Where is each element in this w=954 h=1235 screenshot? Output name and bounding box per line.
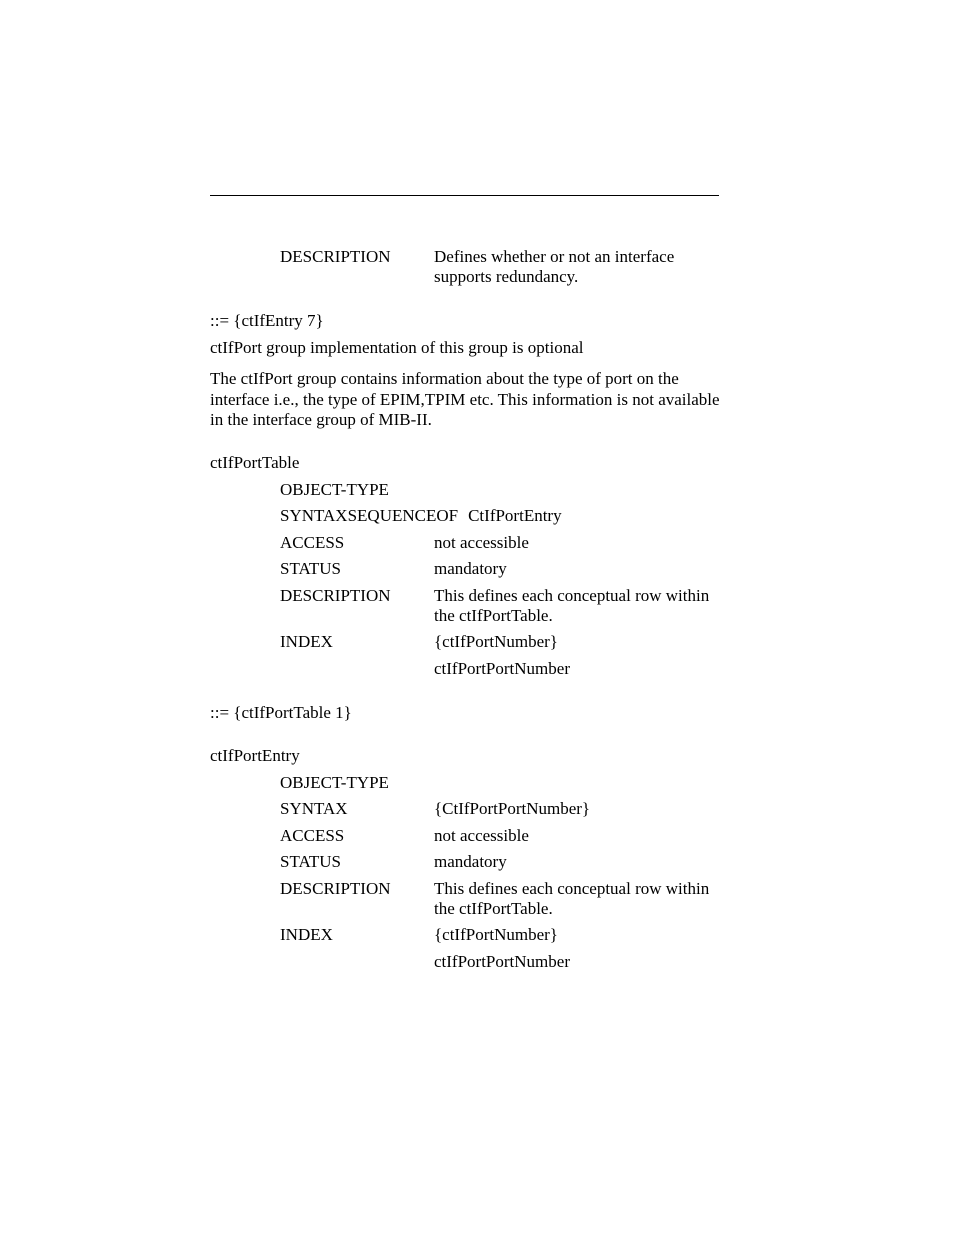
entry-syntax-label: SYNTAX bbox=[280, 799, 348, 818]
table-access-label: ACCESS bbox=[280, 533, 345, 552]
block1-description-text: Defines whether or not an interface supports redundancy. bbox=[434, 247, 675, 286]
table-access-value: not accessible bbox=[434, 533, 529, 552]
table-syntax-value: CtIfPortEntry bbox=[468, 506, 562, 525]
table-description-label: DESCRIPTION bbox=[280, 586, 391, 605]
entry-object-type: OBJECT-TYPE bbox=[280, 773, 389, 792]
table-index-value: {ctIfPortNumber} bbox=[434, 632, 558, 651]
table-status-value: mandatory bbox=[434, 559, 507, 578]
entry-index-extra: ctIfPortPortNumber bbox=[434, 952, 570, 971]
table-syntax-row bbox=[280, 506, 562, 526]
entry-access-value: not accessible bbox=[434, 826, 529, 845]
table-assign: ::= {ctIfPortTable 1} bbox=[210, 703, 352, 722]
table-name: ctIfPortTable bbox=[210, 453, 300, 472]
table-object-type: OBJECT-TYPE bbox=[280, 480, 389, 499]
group-heading: ctIfPort group implementation of this group is optional bbox=[210, 338, 584, 357]
header-rule bbox=[210, 195, 719, 196]
table-description-text: This defines each conceptual row within the ctIfPortTable. bbox=[434, 586, 710, 625]
entry-syntax-value: {CtIfPortPortNumber} bbox=[434, 799, 591, 818]
entry-status-value: mandatory bbox=[434, 852, 507, 871]
block1-assign: ::= {ctIfEntry 7} bbox=[210, 311, 324, 330]
entry-description-text: This defines each conceptual row within the ctIfPortTable. bbox=[434, 879, 710, 918]
block1-description-label: DESCRIPTION bbox=[280, 247, 391, 266]
entry-status-label: STATUS bbox=[280, 852, 341, 871]
group-paragraph: The ctIfPort group contains information about the type of port on the interface i.e., the type of EPIM,TPIM etc. This information is not available in the interface group of MIB-II. bbox=[210, 369, 720, 429]
table-index-label: INDEX bbox=[280, 632, 333, 651]
table-index-extra: ctIfPortPortNumber bbox=[434, 659, 570, 678]
entry-description-label: DESCRIPTION bbox=[280, 879, 391, 898]
entry-name: ctIfPortEntry bbox=[210, 746, 300, 765]
table-syntax-label: SYNTAXSEQUENCEOF bbox=[280, 506, 459, 525]
table-status-label: STATUS bbox=[280, 559, 341, 578]
entry-index-label: INDEX bbox=[280, 925, 333, 944]
entry-index-value: {ctIfPortNumber} bbox=[434, 925, 558, 944]
entry-access-label: ACCESS bbox=[280, 826, 345, 845]
